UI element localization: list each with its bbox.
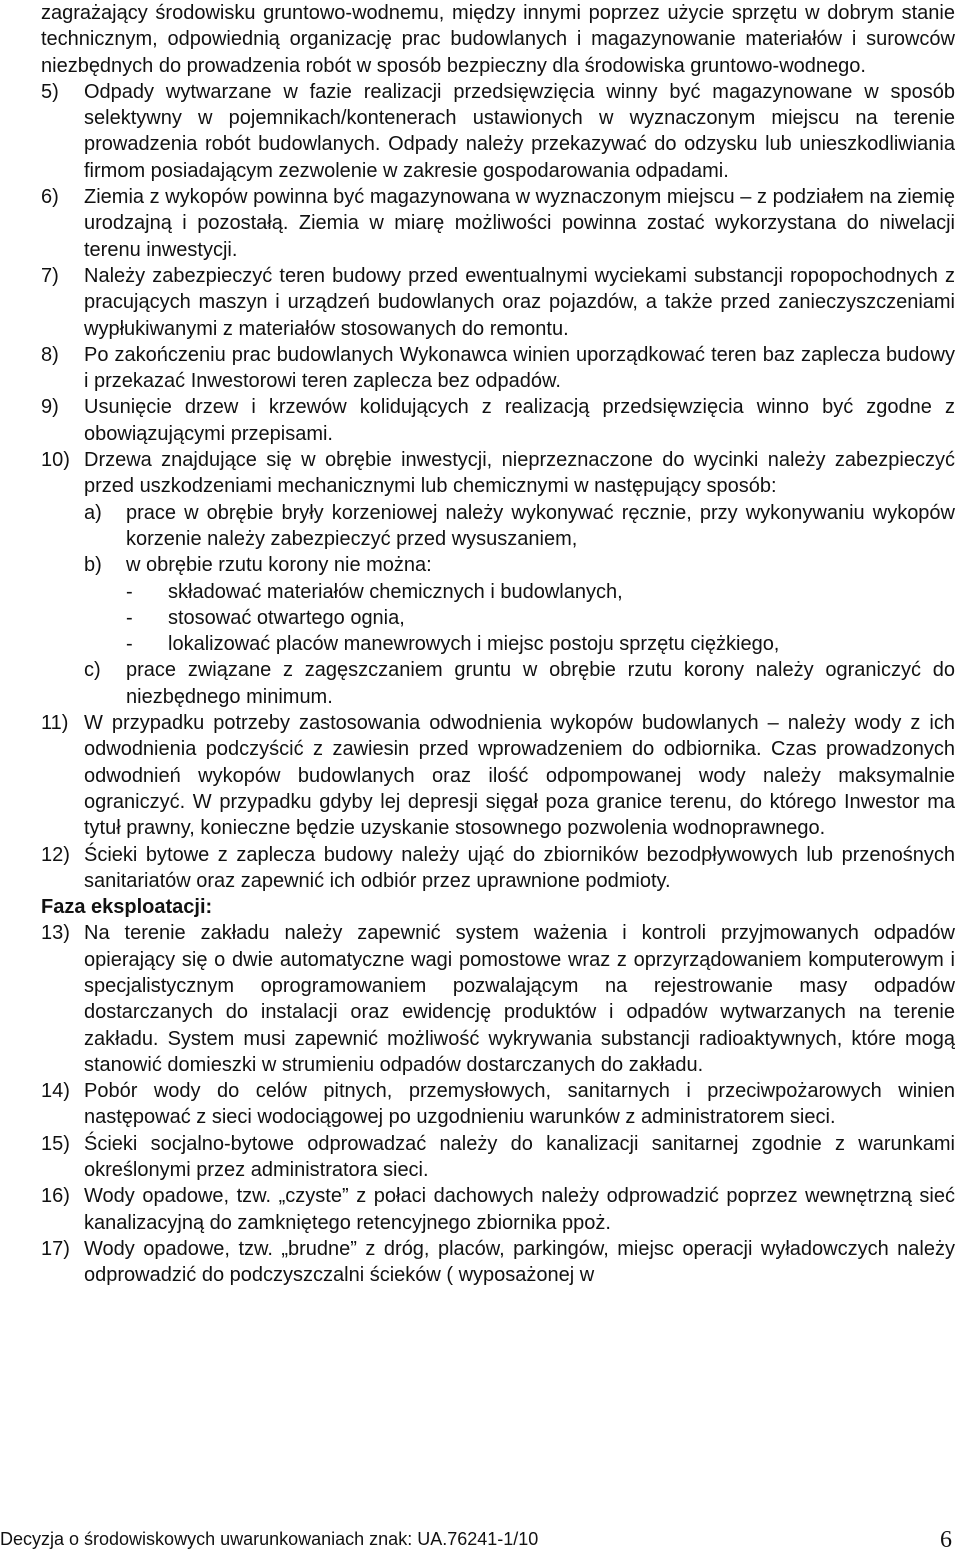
list-item-7 bbox=[41, 263, 955, 342]
item-number: 10) bbox=[41, 449, 70, 472]
item-text: Odpady wytwarzane w fazie realizacji przedsięwzięcia winny być magazynowane w sposób selektywny w pojemnikach/kontenerach ustawionych w wyznaczonym miejscu na terenie prowadzenia robót budowlanych. Odpady należy przekazywać do odzysku lub unieszkodliwiania firmom posiadającym zezwolenie w zakresie gospodarowania odpadami. bbox=[84, 80, 955, 182]
item-text: Należy zabezpieczyć teren budowy przed ewentualnymi wyciekami substancji ropopochodnych z pracujących maszyn i urządzeń budowlanych oraz pojazdów, a także przed zanieczyszczeniami wypłukiwanymi z materiałów stosowanych do remontu. bbox=[84, 264, 955, 340]
list-item-10 bbox=[41, 447, 955, 710]
list-item-14 bbox=[41, 1078, 955, 1131]
dash-text: składować materiałów chemicznych i budowlanych, bbox=[168, 580, 623, 603]
item-text: Ścieki socjalno-bytowe odprowadzać należy do kanalizacji sanitarnej zgodnie z warunkami określonymi przez administratora sieci. bbox=[84, 1132, 955, 1182]
dash-marker: - bbox=[126, 580, 133, 603]
list-item-9 bbox=[41, 394, 955, 447]
dash-item bbox=[126, 579, 955, 605]
item-text: Drzewa znajdujące się w obrębie inwestycji, nieprzeznaczone do wycinki należy zabezpieczyć przed uszkodzeniami mechanicznymi lub chemicznymi w następujący sposób: bbox=[84, 449, 955, 498]
item-text: Wody opadowe, tzw. „brudne” z dróg, placów, parkingów, miejsc operacji wyładowczych należy odprowadzić do podczyszczalni ścieków ( wyposażonej w bbox=[84, 1237, 955, 1287]
section-heading: Faza eksploatacji: bbox=[41, 896, 213, 919]
sub-item-text: prace związane z zagęszczaniem gruntu w obrębie rzutu korony należy ograniczyć do niezbędnego minimum. bbox=[126, 659, 955, 708]
item-text: Po zakończeniu prac budowlanych Wykonawca winien uporządkować teren baz zaplecza budowy i przekazać Inwestorowi teren zaplecza bez odpadów. bbox=[84, 343, 955, 393]
dash-marker: - bbox=[126, 633, 133, 656]
item-number: 16) bbox=[41, 1185, 70, 1208]
intro-paragraph: zagrażający środowisku gruntowo-wodnemu, między innymi poprzez użycie sprzętu w dobrym stanie technicznym, odpowiednią organizację prac budowlanych i magazynowanie materiałów i surowców niezbędnych do prowadzenia robót w sposób bezpieczny dla środowiska gruntowo-wodnego. bbox=[41, 2, 955, 77]
item-number: 11) bbox=[41, 712, 69, 735]
list-item-6 bbox=[41, 184, 955, 263]
item-text: Ziemia z wykopów powinna być magazynowana w wyznaczonym miejscu – z podziałem na ziemię urodzajną i pozostałą. Ziemia w miarę możliwości powinna zostać wykorzystana do niwelacji terenu inwestycji. bbox=[84, 186, 955, 261]
item-number: 12) bbox=[41, 843, 70, 866]
page-footer-text: Decyzja o środowiskowych uwarunkowaniach znak: UA.76241-1/10 bbox=[0, 1529, 539, 1549]
dash-item bbox=[126, 605, 955, 631]
item-number: 8) bbox=[41, 343, 59, 366]
item-number: 15) bbox=[41, 1132, 70, 1155]
list-item-12 bbox=[41, 842, 955, 895]
item-text: Usunięcie drzew i krzewów kolidujących z realizacją przedsięwzięcia winno być zgodne z obowiązującymi przepisami. bbox=[84, 396, 955, 445]
item-text: W przypadku potrzeby zastosowania odwodnienia wykopów budowlanych – należy wody z ich odwodnienia podczyścić z zawiesin przed wprowadzeniem do odbiornika. Czas prowadzonych odwodnień wykopów budowlanych oraz ilość odpompowanej wody należy maksymalnie ograniczyć. W przypadku gdyby lej depresji sięgał poza granice terenu, do którego Inwestor ma tytuł prawny, konieczne będzie uzyskanie stosownego pozwolenia wodnoprawnego. bbox=[84, 712, 955, 840]
sub-item-label: c) bbox=[84, 659, 101, 682]
sub-item-text: prace w obrębie bryły korzeniowej należy wykonywać ręcznie, przy wykonywaniu wykopów korzenie należy zabezpieczyć przed wysuszaniem, bbox=[126, 501, 955, 550]
item-number: 6) bbox=[41, 186, 59, 209]
list-item-8 bbox=[41, 342, 955, 395]
page-number: 6 bbox=[940, 1527, 952, 1553]
list-item-16 bbox=[41, 1183, 955, 1236]
item-number: 5) bbox=[41, 80, 59, 103]
list-item-15 bbox=[41, 1131, 955, 1184]
list-item-5 bbox=[41, 79, 955, 184]
item-text: Wody opadowe, tzw. „czyste” z połaci dachowych należy odprowadzić poprzez wewnętrzną sieć kanalizacyjną do zamkniętego retencyjnego zbiornika ppoż. bbox=[84, 1185, 955, 1234]
dash-text: stosować otwartego ognia, bbox=[168, 606, 405, 629]
dash-marker: - bbox=[126, 606, 133, 629]
item-number: 13) bbox=[41, 922, 70, 945]
item-number: 14) bbox=[41, 1080, 70, 1103]
dash-text: lokalizować placów manewrowych i miejsc postoju sprzętu ciężkiego, bbox=[168, 633, 780, 656]
list-item-13 bbox=[41, 920, 955, 1078]
dash-item bbox=[126, 631, 955, 657]
sub-item-a bbox=[84, 500, 955, 553]
item-number: 17) bbox=[41, 1237, 70, 1260]
sub-item-b bbox=[84, 552, 955, 657]
document-body bbox=[41, 0, 955, 1289]
sub-item-label: a) bbox=[84, 501, 102, 524]
item-text: Pobór wody do celów pitnych, przemysłowych, sanitarnych i przeciwpożarowych winien następować z sieci wodociągowej po uzgodnieniu warunków z administratorem sieci. bbox=[84, 1080, 955, 1129]
sub-item-label: b) bbox=[84, 554, 102, 577]
sub-item-text: w obrębie rzutu korony nie można: bbox=[126, 554, 432, 577]
sub-item-c bbox=[84, 657, 955, 710]
item-text: Na terenie zakładu należy zapewnić system ważenia i kontroli przyjmowanych odpadów opierający się o dwie automatyczne wagi pomostowe wraz z oprzyrządowaniem komputerowym i specjalistycznym oprogramowaniem pozwalającym na rejestrowanie masy odpadów dostarczanych do instalacji oraz ewidencję produktów i odpadów wytwarzanych na terenie zakładu. System musi zapewnić możliwość wykrywania substancji radioaktywnych, które mogą stanowić domieszki w strumieniu odpadów dostarczanych do zakładu. bbox=[84, 922, 955, 1076]
list-item-11 bbox=[41, 710, 955, 841]
list-item-17 bbox=[41, 1236, 955, 1289]
item-text: Ścieki bytowe z zaplecza budowy należy ująć do zbiorników bezodpływowych lub przenośnych sanitariatów oraz zapewnić ich odbiór przez uprawnione podmioty. bbox=[84, 843, 955, 892]
item-number: 7) bbox=[41, 264, 59, 287]
item-number: 9) bbox=[41, 396, 59, 419]
